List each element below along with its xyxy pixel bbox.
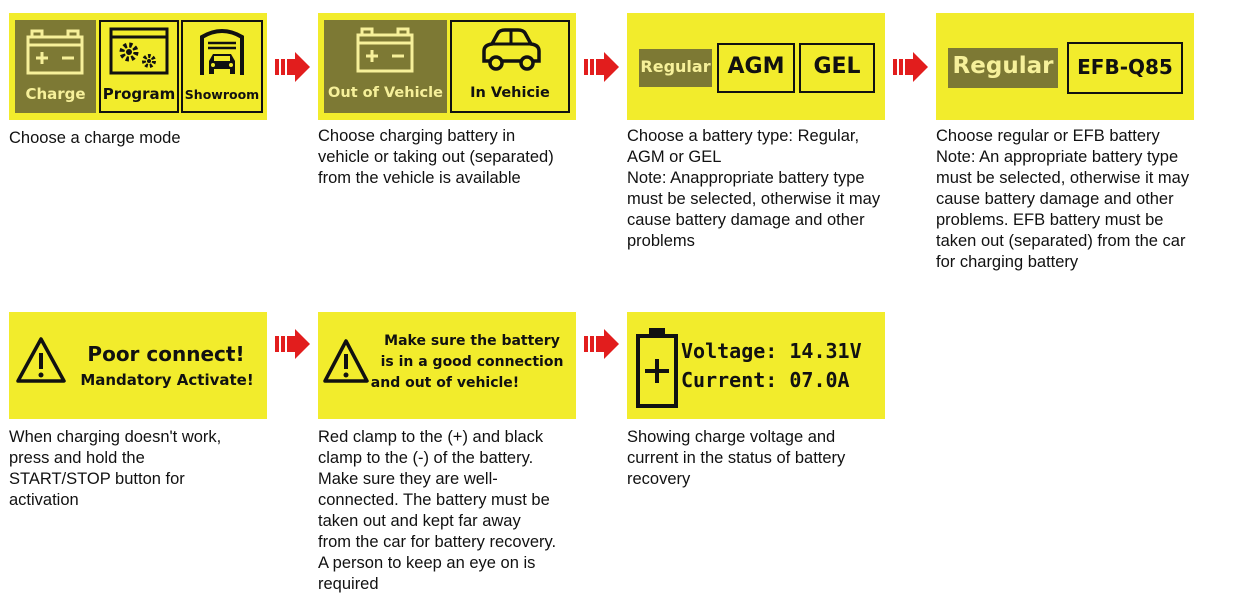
caption-line: for charging battery [936,253,1079,271]
step3-display [627,13,885,120]
tile-showroom-label: Showroom [184,87,260,102]
battery-icon [356,27,414,73]
step5-caption [9,427,221,511]
step3-caption [627,126,880,252]
option-efb-label: EFB-Q85 [1077,55,1173,79]
option-gel-label: GEL [813,54,861,79]
caption-line: problems [627,232,695,250]
step7-display [627,312,885,419]
step1-display [9,13,267,120]
caption-line: vehicle or taking out (separated) [318,148,554,166]
voltage-readout: Voltage: 14.31V [681,339,862,363]
warning-subtitle: Mandatory Activate! [80,371,254,389]
arrow-right-icon [275,50,311,84]
step6-display [318,312,576,419]
caption-line: must be selected, otherwise it may [936,169,1190,187]
step1-caption [9,128,181,149]
step4-caption [936,126,1189,273]
caption-line: connected. The battery must be [318,491,550,509]
caption-line: must be selected, otherwise it may [627,190,881,208]
caption-line: Showing charge voltage and [627,428,836,446]
battery-icon [26,29,84,75]
tile-charge-label: Charge [25,85,86,103]
warning-title: Poor connect! [87,342,245,366]
caption-line: Red clamp to the (+) and black [318,428,544,446]
caption-line: press and hold the [9,449,145,467]
notice-line-1: Make sure the battery [384,333,560,349]
caption-line: from the car for battery recovery. [318,533,557,551]
caption-line: Choose a battery type: Regular, [627,127,860,145]
caption-line: required [318,575,379,593]
caption-line: AGM or GEL [627,148,722,166]
step7-caption [627,427,845,490]
arrow-right-icon [584,327,620,361]
step6-caption [318,427,556,595]
caption-line: When charging doesn't work, [9,428,222,446]
caption-line: activation [9,491,79,509]
garage-car-icon [198,25,246,77]
caption-line: Choose a charge mode [9,129,181,147]
notice-line-2: is in a good connection [380,354,564,370]
step5-display [9,312,267,419]
tile-out-of-vehicle-label: Out of Vehicle [328,85,443,101]
current-readout: Current: 07.0A [681,368,850,392]
arrow-right-icon [893,50,929,84]
gears-icon [109,27,169,77]
option-regular-label: Regular [640,57,711,76]
warning-icon [15,336,67,384]
caption-line: Note: Anappropriate battery type [627,169,865,187]
step2-caption [318,126,554,189]
step4-display [936,13,1194,120]
caption-line: START/STOP button for [9,470,185,488]
caption-line: cause battery damage and other [627,211,865,229]
caption-line: Make sure they are well- [318,470,498,488]
caption-line: Choose charging battery in [318,127,516,145]
warning-icon [322,338,370,384]
option-regular-label: Regular [952,53,1054,79]
battery-plus-icon [635,326,679,408]
step2-display [318,13,576,120]
caption-line: A person to keep an eye on is [318,554,536,572]
option-agm-label: AGM [727,54,785,79]
caption-line: taken out and kept far away [318,512,521,530]
caption-line: taken out (separated) from the car [936,232,1186,250]
caption-line: clamp to the (-) of the battery. [318,449,534,467]
caption-line: from the vehicle is available [318,169,521,187]
tile-program-label: Program [102,85,176,103]
arrow-right-icon [275,327,311,361]
caption-line: current in the status of battery [627,449,846,467]
tile-in-vehicle-label: In Vehicie [470,85,550,101]
caption-line: problems. EFB battery must be [936,211,1164,229]
notice-line-3: and out of vehicle! [370,375,520,391]
caption-line: recovery [627,470,691,488]
caption-line: Note: An appropriate battery type [936,148,1179,166]
arrow-right-icon [584,50,620,84]
caption-line: cause battery damage and other [936,190,1174,208]
caption-line: Choose regular or EFB battery [936,127,1160,145]
car-icon [478,27,544,73]
